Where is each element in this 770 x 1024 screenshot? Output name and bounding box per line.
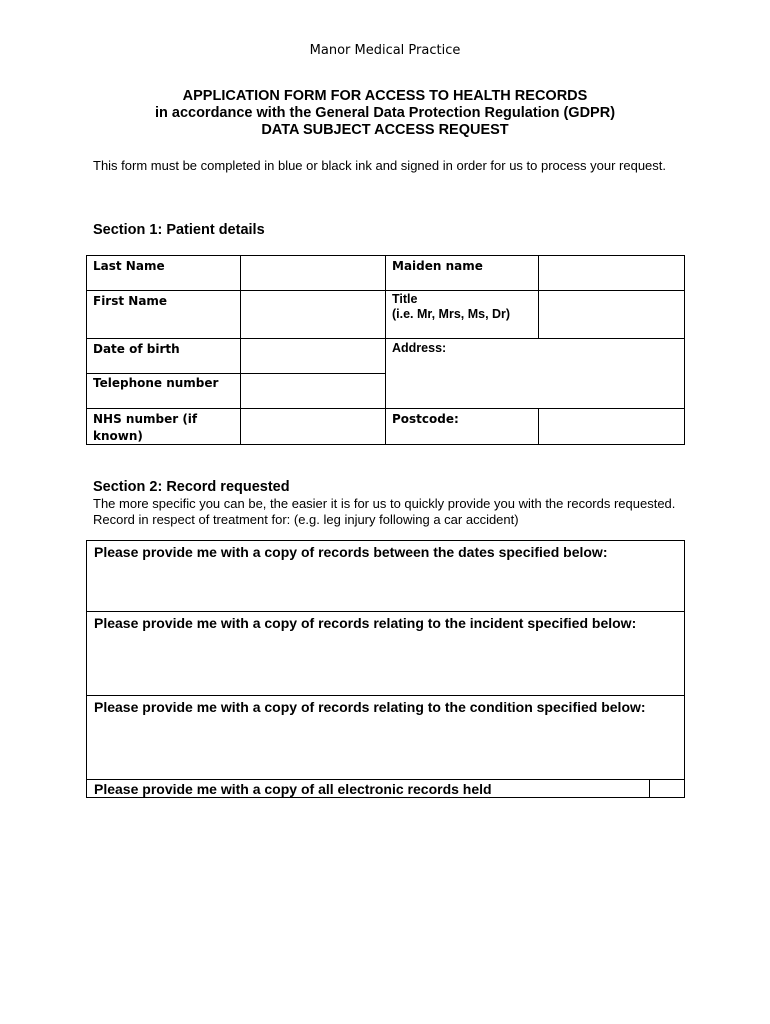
records-condition-text: Please provide me with a copy of records relating to the condition specified below:: [94, 699, 646, 715]
telephone-label-text: Telephone number: [93, 376, 219, 390]
electronic-records-row: [86, 779, 685, 798]
electronic-records-checkbox[interactable]: [649, 779, 684, 798]
maiden-name-input[interactable]: [538, 255, 685, 291]
section2-heading: Section 2: Record requested: [93, 479, 290, 495]
postcode-label: [385, 408, 539, 445]
nhs-number-input[interactable]: [240, 408, 386, 445]
intro-text: This form must be completed in blue or black ink and signed in order for us to process your request.: [93, 158, 667, 173]
records-incident-box[interactable]: [86, 611, 685, 696]
title-label-text: Title: [392, 292, 418, 306]
records-dates-box[interactable]: [86, 540, 685, 612]
title-input[interactable]: [538, 290, 685, 339]
form-title-block: [0, 88, 770, 139]
title-hint-text: (i.e. Mr, Mrs, Ms, Dr): [392, 307, 511, 321]
dob-label-text: Date of birth: [93, 342, 180, 356]
records-incident-text: Please provide me with a copy of records relating to the incident specified below:: [94, 615, 637, 631]
section1-heading: Section 1: Patient details: [93, 222, 265, 238]
first-name-input[interactable]: [240, 290, 386, 339]
telephone-label: [86, 373, 241, 409]
last-name-label-text: Last Name: [93, 259, 165, 273]
patient-details-table: [86, 255, 685, 445]
postcode-label-text: Postcode:: [392, 412, 459, 426]
nhs-number-label-text: NHS number (if known): [93, 412, 198, 443]
telephone-input[interactable]: [240, 373, 386, 409]
form-subtitle-gdpr: in accordance with the General Data Protection Regulation (GDPR): [154, 105, 616, 121]
maiden-name-label: [385, 255, 539, 291]
nhs-number-label: [86, 408, 241, 445]
maiden-name-label-text: Maiden name: [392, 259, 483, 273]
dob-input[interactable]: [240, 338, 386, 374]
form-subtitle-dsar: DATA SUBJECT ACCESS REQUEST: [261, 122, 509, 138]
address-label-text: Address:: [392, 341, 447, 355]
address-field[interactable]: [385, 338, 685, 409]
last-name-label: [86, 255, 241, 291]
dob-label: [86, 338, 241, 374]
first-name-label: [86, 290, 241, 339]
first-name-label-text: First Name: [93, 294, 168, 308]
last-name-input[interactable]: [240, 255, 386, 291]
form-title: APPLICATION FORM FOR ACCESS TO HEALTH RECORDS: [182, 88, 588, 104]
section2-description: The more specific you can be, the easier it is for us to quickly provide you with the records requested. Record in respect of treatment for: (e.g. leg injury following a car accident): [93, 496, 676, 527]
records-condition-box[interactable]: [86, 695, 685, 780]
postcode-input[interactable]: [538, 408, 685, 445]
title-label: [385, 290, 539, 339]
practice-name: Manor Medical Practice: [309, 43, 461, 58]
electronic-records-text: Please provide me with a copy of all electronic records held: [94, 781, 492, 797]
records-dates-text: Please provide me with a copy of records between the dates specified below:: [94, 544, 608, 560]
